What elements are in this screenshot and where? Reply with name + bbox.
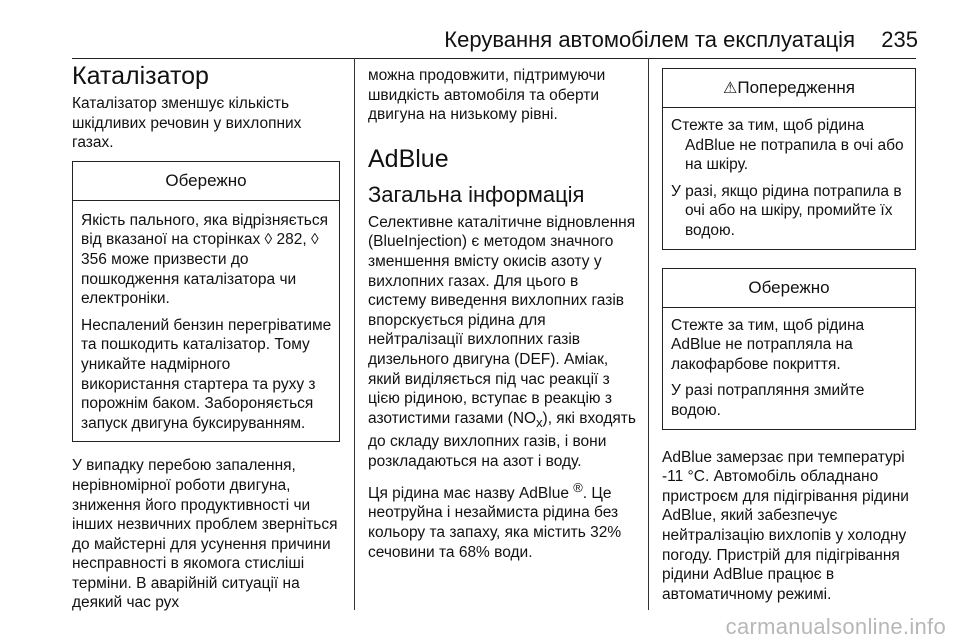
- header-rule: [72, 58, 916, 59]
- catalyst-intro: Каталізатор зменшує кількість шкідливих речовин у вихлопних газах.: [72, 95, 302, 152]
- caution-text-2: Неспалений бензин перегріватиме та пошкодить каталізатор. Тому уникайте надмірного використання стартера та руху з порожнім баком. Забороняється запуск двигуна буксируванням.: [81, 316, 332, 432]
- caution-text-1: Якість пального, яка відрізняється від вказаної на сторінках ◊ 282, ◊ 356 може призвести до пошкодження каталізатора чи електроніки.: [81, 211, 329, 308]
- page-header: [0, 26, 960, 56]
- adblue-description: [368, 478, 636, 563]
- freezing-paragraph: AdBlue замерзає при температурі -11 °C. Автомобіль обладнано пристроєм для підігрівання рідини AdBlue, який забезпечує нейтралізацію вихлопів у холодну погоду. Пристрій для підігрівання рідини AdBlue працює в автоматичному режимі.: [662, 448, 909, 603]
- page-number: 235: [881, 27, 918, 52]
- caution-box-body: [73, 201, 339, 442]
- caution-box-paint: [662, 268, 916, 430]
- warning-triangle-icon: ⚠: [723, 80, 738, 97]
- misfire-paragraph: У випадку перебою запалення, нерівномірної роботи двигуна, зниження його продуктивності чи інших незвичних проблем зверніться до майстерні для усунення причини несправності в якомога стисліші терміни. В аварійній ситуації на деякий час рух: [72, 457, 338, 612]
- registered-mark: ®: [573, 479, 583, 495]
- caution-box-title: Обережно: [73, 162, 339, 201]
- warning-box-title: Попередження: [737, 78, 855, 97]
- section-heading-catalyst: Каталізатор: [72, 62, 209, 90]
- column-1: [72, 60, 340, 613]
- column-divider-1: [354, 58, 355, 610]
- warning-text-2: У разі, якщо рідина потрапила в очі або на шкіру, промийте їх водою.: [671, 182, 902, 239]
- warning-box: [662, 68, 916, 250]
- column-divider-2: [648, 58, 649, 610]
- scr-paragraph: [368, 213, 636, 472]
- paint-caution-text-2: У разі потрапляння змийте водою.: [671, 382, 865, 419]
- caution-box-paint-body: [663, 308, 915, 429]
- caution-box-fuel: [72, 161, 340, 443]
- adblue-text-a: Ця рідина має назву AdBlue: [368, 484, 574, 502]
- column-2: [368, 60, 636, 562]
- nox-subscript: x: [536, 414, 543, 430]
- section-heading-adblue: AdBlue: [368, 144, 449, 173]
- subheading-general-info: Загальна інформація: [368, 181, 585, 207]
- warning-box-header: [663, 69, 915, 108]
- column-3: [662, 60, 916, 604]
- adblue-text-b: . Це неотруйна і незаймиста рідина без кольору та запаху, яка містить 32% сечовини та 68% води.: [368, 484, 622, 561]
- paint-caution-text-1: Стежте за тим, щоб рідина AdBlue не потрапляла на лакофарбове покриття.: [671, 316, 865, 373]
- scr-text-b: ), які входять до складу вихлопних газів, і вони розкладаються на азот і воду.: [368, 409, 636, 470]
- page-header-title: Керування автомобілем та експлуатація: [444, 27, 855, 52]
- warning-box-body: [663, 108, 915, 249]
- continued-paragraph: можна продовжити, підтримуючи швидкість автомобіля та оберти двигуна на низькому рівні.: [368, 67, 606, 124]
- watermark-text: carmanualsonline.info: [725, 614, 946, 639]
- warning-text-1: Стежте за тим, щоб рідина AdBlue не потрапила в очі або на шкіру.: [671, 117, 904, 174]
- scr-text-a: Селективне каталітичне відновлення (BlueInjection) є методом значного зменшення вмісту окисів азоту у вихлопних газах. Для цього в систему виведення вихлопних газів впорскується рідина для нейтралізації вихлопних газів дизельного двигуна (DEF). Аміак, який виділяється під час реакції з цією рідиною, вступає в реакцію з азотистими газами (NO: [368, 213, 636, 427]
- caution-box-paint-title: Обережно: [663, 269, 915, 308]
